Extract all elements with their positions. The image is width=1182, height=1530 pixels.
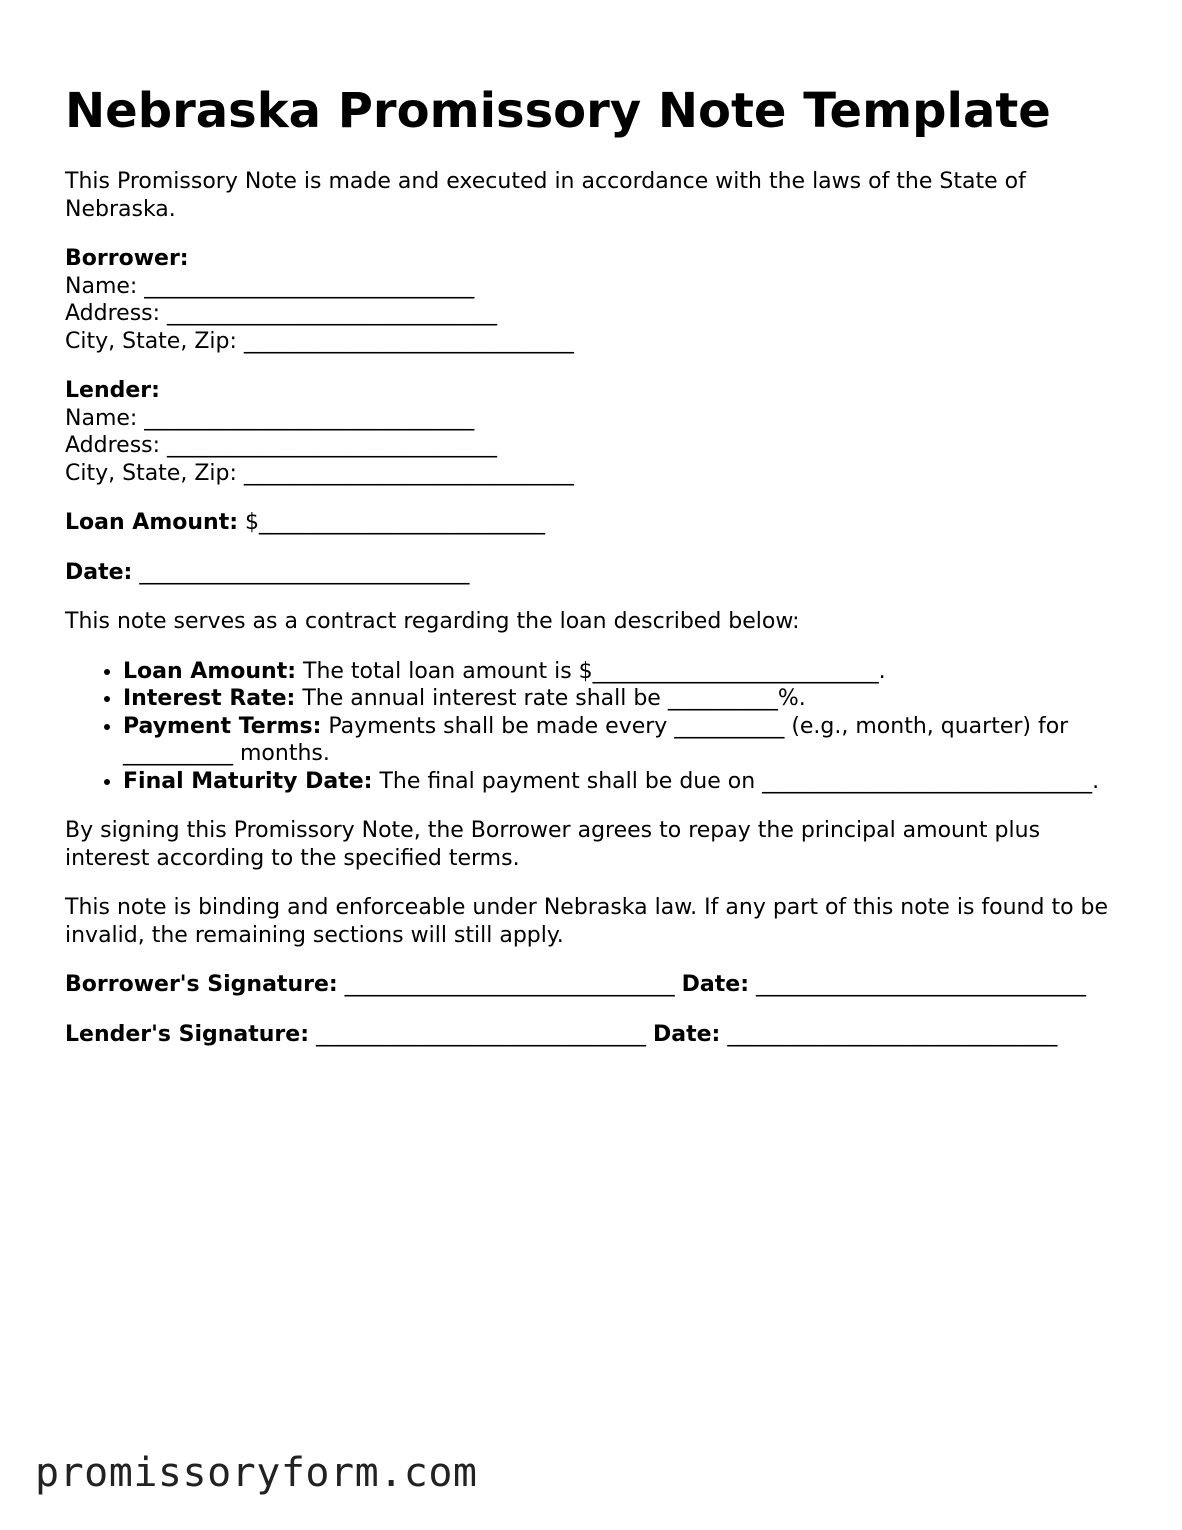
lender-signature-label: Lender's Signature: [65,1021,309,1047]
date-field [65,559,1117,587]
lender-signature-line [65,1021,1117,1049]
agreement-paragraph: By signing this Promissory Note, the Borrower agrees to repay the principal amount plus interest according to the specified terms. [65,818,1041,871]
page-title: Nebraska Promissory Note Template [65,83,1051,139]
term-label: Payment Terms: [123,713,322,739]
lender-city-field: City, State, Zip: ______________________________ [65,460,574,486]
loan-amount-label: Loan Amount: [65,510,239,535]
term-text: The annual interest rate shall be __________%. [295,686,806,711]
borrower-name-field: Name: ______________________________ [65,273,475,299]
date-blank: ______________________________ [749,972,1087,997]
term-text: Payments shall be made every __________ (e.g., month, quarter) for __________ months. [123,713,1069,766]
signature-blank: ______________________________ [337,972,682,997]
site-watermark: promissoryform.com [35,1450,478,1496]
borrower-signature-date-label: Date: [681,972,750,997]
borrower-city-field: City, State, Zip: ______________________________ [65,328,574,354]
document-body [65,168,1117,1070]
binding-paragraph: This note is binding and enforceable under Nebraska law. If any part of this note is found to be invalid, the remaining sections will still apply. [65,895,1109,948]
list-item [123,768,1117,796]
term-label: Loan Amount: [123,658,297,684]
borrower-section [65,245,1117,355]
list-item [123,685,1117,713]
loan-amount-field [65,509,1117,537]
intro-paragraph: This Promissory Note is made and executed in accordance with the laws of the State of Nebraska. [65,169,1026,222]
lender-address-field: Address: ______________________________ [65,433,498,458]
date-blank: ______________________________ [720,1021,1058,1047]
terms-list [65,658,1117,796]
date-label: Date: [65,559,133,585]
term-text: The final payment shall be due on ______________________________. [372,768,1100,794]
lender-section [65,377,1117,487]
term-label: Final Maturity Date: [123,768,373,794]
lender-heading: Lender: [65,378,160,403]
contract-intro: This note serves as a contract regarding the loan described below: [65,609,800,634]
term-text: The total loan amount is $__________________________. [296,658,886,684]
loan-amount-line: $__________________________ [238,510,546,535]
lender-signature-date-label: Date: [653,1021,721,1047]
signature-blank: ______________________________ [309,1021,653,1047]
list-item [123,713,1117,768]
list-item [123,658,1117,686]
borrower-signature-label: Borrower's Signature: [65,972,338,997]
term-label: Interest Rate: [123,686,296,711]
lender-name-field: Name: ______________________________ [65,405,475,431]
borrower-address-field: Address: ______________________________ [65,301,498,326]
date-line: ______________________________ [132,559,470,585]
borrower-signature-line [65,971,1117,999]
borrower-heading: Borrower: [65,246,189,271]
